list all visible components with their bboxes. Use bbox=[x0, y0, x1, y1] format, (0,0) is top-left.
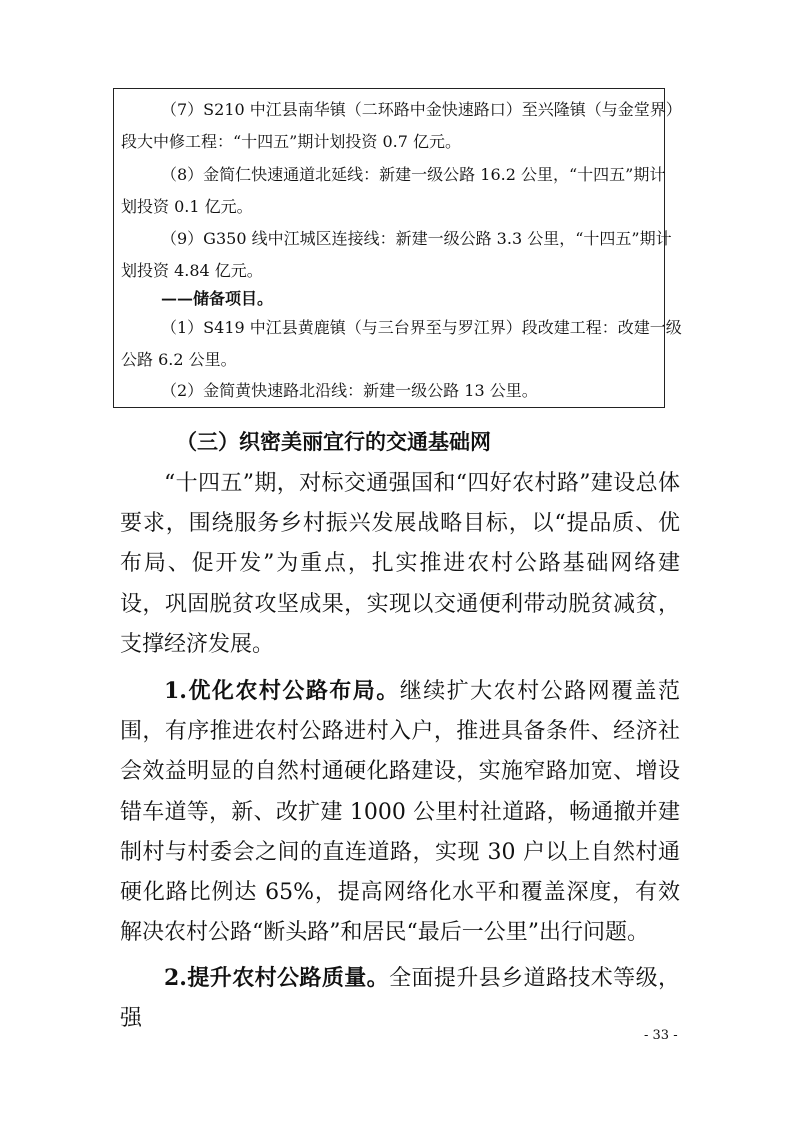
box-line-2: 段大中修工程：“十四五”期计划投资 0.7 亿元。 bbox=[121, 132, 461, 151]
intro-paragraph: “十四五”期，对标交通强国和“四好农村路”建设总体要求，围绕服务乡村振兴发展战略目标，以“提品质、优布局、促开发”为重点，扎实推进农村公路基础网络建设，巩固脱贫攻坚成果，实现以交通便利带动脱贫减贫，支撑经济发展。 bbox=[120, 471, 680, 657]
box-line-3: （8）金简仁快速通道北延线：新建一级公路 16.2 公里，“十四五”期计 bbox=[161, 165, 666, 184]
item1-text: 继续扩大农村公路网覆盖范围，有序推进农村公路进村入户，推进具备条件、经济社会效益明显的自然村通硬化路建设，实施窄路加宽、增设错车道等，新、改扩建 1000 公里村社道路，畅通撤并建制村与村委会之间的直连道路，实现 30 户以上自然村通硬化路比例达 65%，提高网络化水平和覆盖深度，有效解决农村公路“断头路”和居民“最后一公里”出行问题。 bbox=[120, 679, 680, 946]
item2-title: 2.提升农村公路质量。 bbox=[164, 965, 390, 991]
item2-text: 全面提升县乡道路技术等级，强 bbox=[120, 966, 680, 1032]
box-line-7-reserve-title: ——储备项目。 bbox=[161, 289, 274, 308]
page-number: - 33 - bbox=[644, 1028, 678, 1043]
item1-paragraph bbox=[120, 671, 680, 953]
box-line-9: 公路 6.2 公里。 bbox=[121, 350, 237, 369]
box-line-10: （2）金简黄快速路北沿线：新建一级公路 13 公里。 bbox=[161, 381, 538, 400]
item2-paragraph bbox=[120, 958, 680, 1039]
item1-title: 1.优化农村公路布局。 bbox=[164, 678, 400, 704]
box-line-6: 划投资 4.84 亿元。 bbox=[121, 261, 263, 280]
section-heading: （三）织密美丽宜行的交通基础网 bbox=[176, 429, 491, 454]
box-line-5: （9）G350 线中江城区连接线：新建一级公路 3.3 公里，“十四五”期计 bbox=[161, 229, 672, 248]
box-line-4: 划投资 0.1 亿元。 bbox=[121, 197, 253, 216]
box-line-1: （7）S210 中江县南华镇（二环路中金快速路口）至兴隆镇（与金堂界） bbox=[161, 100, 682, 119]
box-line-8: （1）S419 中江县黄鹿镇（与三台界至与罗江界）段改建工程：改建一级 bbox=[161, 318, 682, 337]
